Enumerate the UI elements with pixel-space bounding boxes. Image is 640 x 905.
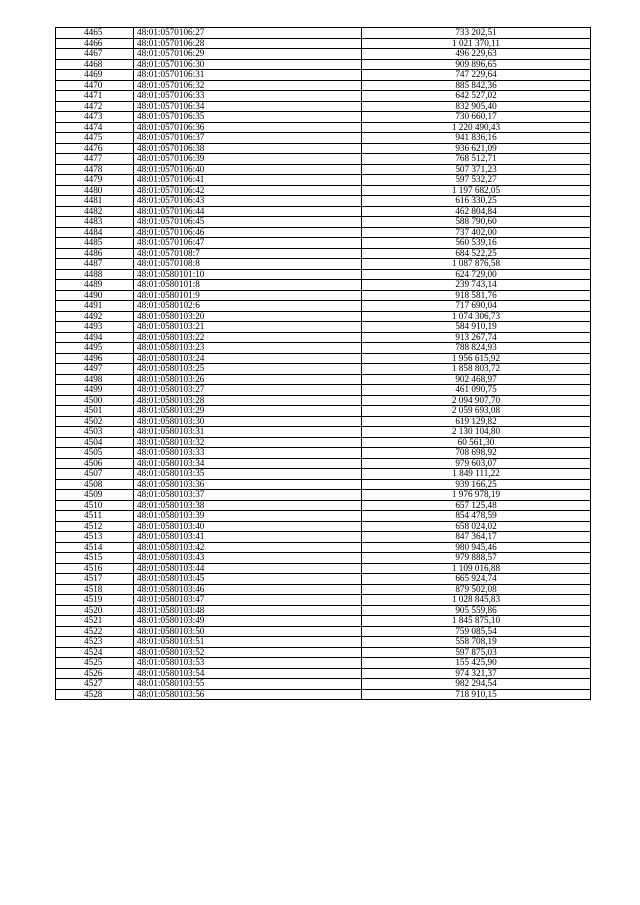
cadastral-value-cell: 1 087 876,58 <box>362 259 591 270</box>
table-body <box>56 28 591 700</box>
row-number-cell: 4523 <box>56 637 134 648</box>
cadastral-number-cell: 48:01:0570106:39 <box>134 154 362 165</box>
row-number-cell: 4495 <box>56 343 134 354</box>
row-number-cell: 4525 <box>56 658 134 669</box>
cadastral-value-cell: 657 125,48 <box>362 500 591 511</box>
cadastral-value-cell: 558 708,19 <box>362 637 591 648</box>
table-row <box>56 595 591 606</box>
table-row <box>56 196 591 207</box>
cadastral-value-cell: 597 532,27 <box>362 175 591 186</box>
table-row <box>56 28 591 39</box>
cadastral-value-cell: 658 024,02 <box>362 521 591 532</box>
cadastral-number-cell: 48:01:0580103:54 <box>134 668 362 679</box>
row-number-cell: 4504 <box>56 437 134 448</box>
cadastral-number-cell: 48:01:0570106:40 <box>134 164 362 175</box>
table-row <box>56 679 591 690</box>
cadastral-number-cell: 48:01:0570106:27 <box>134 28 362 39</box>
cadastral-value-cell: 980 945,46 <box>362 542 591 553</box>
cadastral-number-cell: 48:01:0570108:7 <box>134 248 362 259</box>
cadastral-value-cell: 1 849 111,22 <box>362 469 591 480</box>
cadastral-number-cell: 48:01:0580102:6 <box>134 301 362 312</box>
cadastral-value-cell: 624 729,00 <box>362 269 591 280</box>
table-row <box>56 616 591 627</box>
cadastral-value-cell: 597 875,03 <box>362 647 591 658</box>
row-number-cell: 4518 <box>56 584 134 595</box>
cadastral-value-cell: 905 559,86 <box>362 605 591 616</box>
row-number-cell: 4480 <box>56 185 134 196</box>
cadastral-number-cell: 48:01:0580103:56 <box>134 689 362 700</box>
cadastral-value-cell: 1 976 978,19 <box>362 490 591 501</box>
cadastral-number-cell: 48:01:0570106:46 <box>134 227 362 238</box>
table-row <box>56 469 591 480</box>
table-row <box>56 227 591 238</box>
row-number-cell: 4490 <box>56 290 134 301</box>
table-row <box>56 437 591 448</box>
cadastral-number-cell: 48:01:0580103:50 <box>134 626 362 637</box>
cadastral-number-cell: 48:01:0580103:32 <box>134 437 362 448</box>
cadastral-value-cell: 616 330,25 <box>362 196 591 207</box>
cadastral-number-cell: 48:01:0570106:38 <box>134 143 362 154</box>
table-row <box>56 689 591 700</box>
cadastral-value-cell: 560 539,16 <box>362 238 591 249</box>
row-number-cell: 4474 <box>56 122 134 133</box>
table-row <box>56 395 591 406</box>
cadastral-number-cell: 48:01:0570106:45 <box>134 217 362 228</box>
row-number-cell: 4497 <box>56 364 134 375</box>
cadastral-value-cell: 584 910,19 <box>362 322 591 333</box>
cadastral-number-cell: 48:01:0580103:37 <box>134 490 362 501</box>
table-row <box>56 322 591 333</box>
table-row <box>56 122 591 133</box>
row-number-cell: 4472 <box>56 101 134 112</box>
table-row <box>56 164 591 175</box>
row-number-cell: 4494 <box>56 332 134 343</box>
table-row <box>56 353 591 364</box>
cadastral-number-cell: 48:01:0570106:41 <box>134 175 362 186</box>
cadastral-number-cell: 48:01:0570106:28 <box>134 38 362 49</box>
cadastral-value-table <box>55 27 591 700</box>
table-row <box>56 269 591 280</box>
table-row <box>56 458 591 469</box>
table-row <box>56 133 591 144</box>
row-number-cell: 4469 <box>56 70 134 81</box>
row-number-cell: 4476 <box>56 143 134 154</box>
cadastral-value-cell: 619 129,82 <box>362 416 591 427</box>
cadastral-number-cell: 48:01:0580103:34 <box>134 458 362 469</box>
cadastral-number-cell: 48:01:0580103:38 <box>134 500 362 511</box>
table-row <box>56 206 591 217</box>
table-row <box>56 70 591 81</box>
row-number-cell: 4508 <box>56 479 134 490</box>
table-row <box>56 280 591 291</box>
table-row <box>56 101 591 112</box>
cadastral-number-cell: 48:01:0570106:30 <box>134 59 362 70</box>
cadastral-number-cell: 48:01:0580103:24 <box>134 353 362 364</box>
cadastral-number-cell: 48:01:0570106:34 <box>134 101 362 112</box>
cadastral-number-cell: 48:01:0580103:23 <box>134 343 362 354</box>
cadastral-number-cell: 48:01:0580103:39 <box>134 511 362 522</box>
row-number-cell: 4466 <box>56 38 134 49</box>
cadastral-number-cell: 48:01:0580103:29 <box>134 406 362 417</box>
cadastral-value-cell: 684 522,25 <box>362 248 591 259</box>
table-row <box>56 637 591 648</box>
row-number-cell: 4517 <box>56 574 134 585</box>
row-number-cell: 4501 <box>56 406 134 417</box>
table-row <box>56 521 591 532</box>
cadastral-value-cell: 737 402,00 <box>362 227 591 238</box>
cadastral-number-cell: 48:01:0580103:26 <box>134 374 362 385</box>
row-number-cell: 4527 <box>56 679 134 690</box>
cadastral-value-cell: 730 660,17 <box>362 112 591 123</box>
row-number-cell: 4485 <box>56 238 134 249</box>
row-number-cell: 4486 <box>56 248 134 259</box>
row-number-cell: 4475 <box>56 133 134 144</box>
row-number-cell: 4487 <box>56 259 134 270</box>
cadastral-value-cell: 155 425,90 <box>362 658 591 669</box>
table-row <box>56 448 591 459</box>
table-row <box>56 91 591 102</box>
cadastral-value-cell: 979 603,07 <box>362 458 591 469</box>
table-row <box>56 668 591 679</box>
cadastral-number-cell: 48:01:0580101:8 <box>134 280 362 291</box>
cadastral-value-cell: 60 561,30 <box>362 437 591 448</box>
cadastral-value-cell: 1 858 803,72 <box>362 364 591 375</box>
cadastral-number-cell: 48:01:0580103:40 <box>134 521 362 532</box>
cadastral-number-cell: 48:01:0580103:47 <box>134 595 362 606</box>
cadastral-number-cell: 48:01:0580101:9 <box>134 290 362 301</box>
row-number-cell: 4473 <box>56 112 134 123</box>
table-row <box>56 59 591 70</box>
row-number-cell: 4465 <box>56 28 134 39</box>
cadastral-value-cell: 462 804,84 <box>362 206 591 217</box>
table-row <box>56 38 591 49</box>
row-number-cell: 4484 <box>56 227 134 238</box>
table-row <box>56 385 591 396</box>
cadastral-value-cell: 461 090,75 <box>362 385 591 396</box>
table-row <box>56 374 591 385</box>
cadastral-number-cell: 48:01:0580103:33 <box>134 448 362 459</box>
table-row <box>56 154 591 165</box>
row-number-cell: 4488 <box>56 269 134 280</box>
row-number-cell: 4499 <box>56 385 134 396</box>
cadastral-value-cell: 1 074 306,73 <box>362 311 591 322</box>
cadastral-number-cell: 48:01:0570106:33 <box>134 91 362 102</box>
cadastral-value-cell: 909 896,65 <box>362 59 591 70</box>
table-row <box>56 416 591 427</box>
cadastral-value-cell: 642 527,02 <box>362 91 591 102</box>
cadastral-value-cell: 1 220 490,43 <box>362 122 591 133</box>
row-number-cell: 4502 <box>56 416 134 427</box>
cadastral-value-cell: 832 905,40 <box>362 101 591 112</box>
row-number-cell: 4512 <box>56 521 134 532</box>
row-number-cell: 4478 <box>56 164 134 175</box>
table-row <box>56 175 591 186</box>
table-row <box>56 584 591 595</box>
cadastral-number-cell: 48:01:0570106:47 <box>134 238 362 249</box>
cadastral-number-cell: 48:01:0580103:46 <box>134 584 362 595</box>
row-number-cell: 4493 <box>56 322 134 333</box>
row-number-cell: 4528 <box>56 689 134 700</box>
row-number-cell: 4481 <box>56 196 134 207</box>
table-row <box>56 563 591 574</box>
cadastral-number-cell: 48:01:0580103:27 <box>134 385 362 396</box>
cadastral-number-cell: 48:01:0580103:51 <box>134 637 362 648</box>
table-row <box>56 185 591 196</box>
cadastral-value-cell: 918 581,76 <box>362 290 591 301</box>
cadastral-value-cell: 496 229,63 <box>362 49 591 60</box>
cadastral-number-cell: 48:01:0580103:43 <box>134 553 362 564</box>
cadastral-value-cell: 718 910,15 <box>362 689 591 700</box>
cadastral-value-cell: 974 321,37 <box>362 668 591 679</box>
cadastral-number-cell: 48:01:0570106:43 <box>134 196 362 207</box>
row-number-cell: 4510 <box>56 500 134 511</box>
cadastral-value-cell: 759 085,54 <box>362 626 591 637</box>
row-number-cell: 4477 <box>56 154 134 165</box>
cadastral-value-cell: 982 294,54 <box>362 679 591 690</box>
row-number-cell: 4500 <box>56 395 134 406</box>
cadastral-value-cell: 768 512,71 <box>362 154 591 165</box>
table-row <box>56 490 591 501</box>
table-row <box>56 626 591 637</box>
table-row <box>56 259 591 270</box>
row-number-cell: 4511 <box>56 511 134 522</box>
cadastral-value-cell: 788 824,93 <box>362 343 591 354</box>
table-row <box>56 427 591 438</box>
row-number-cell: 4526 <box>56 668 134 679</box>
row-number-cell: 4506 <box>56 458 134 469</box>
table-row <box>56 248 591 259</box>
cadastral-number-cell: 48:01:0570106:35 <box>134 112 362 123</box>
cadastral-number-cell: 48:01:0580103:45 <box>134 574 362 585</box>
table-row <box>56 80 591 91</box>
cadastral-value-cell: 941 836,16 <box>362 133 591 144</box>
cadastral-value-cell: 2 059 693,08 <box>362 406 591 417</box>
table-row <box>56 574 591 585</box>
cadastral-number-cell: 48:01:0580101:10 <box>134 269 362 280</box>
table-row <box>56 500 591 511</box>
cadastral-number-cell: 48:01:0580103:36 <box>134 479 362 490</box>
cadastral-value-cell: 733 202,51 <box>362 28 591 39</box>
cadastral-number-cell: 48:01:0570106:37 <box>134 133 362 144</box>
row-number-cell: 4503 <box>56 427 134 438</box>
cadastral-value-cell: 854 478,59 <box>362 511 591 522</box>
table-row <box>56 364 591 375</box>
cadastral-number-cell: 48:01:0580103:35 <box>134 469 362 480</box>
cadastral-number-cell: 48:01:0580103:25 <box>134 364 362 375</box>
cadastral-number-cell: 48:01:0580103:20 <box>134 311 362 322</box>
table-row <box>56 238 591 249</box>
table-row <box>56 112 591 123</box>
cadastral-value-cell: 1 845 875,10 <box>362 616 591 627</box>
table-row <box>56 479 591 490</box>
cadastral-number-cell: 48:01:0570106:36 <box>134 122 362 133</box>
cadastral-number-cell: 48:01:0570106:31 <box>134 70 362 81</box>
row-number-cell: 4467 <box>56 49 134 60</box>
table-row <box>56 511 591 522</box>
row-number-cell: 4496 <box>56 353 134 364</box>
table-row <box>56 301 591 312</box>
cadastral-number-cell: 48:01:0570106:29 <box>134 49 362 60</box>
row-number-cell: 4516 <box>56 563 134 574</box>
row-number-cell: 4491 <box>56 301 134 312</box>
cadastral-number-cell: 48:01:0580103:44 <box>134 563 362 574</box>
table-row <box>56 311 591 322</box>
table-row <box>56 332 591 343</box>
cadastral-number-cell: 48:01:0570108:8 <box>134 259 362 270</box>
cadastral-value-cell: 2 130 104,80 <box>362 427 591 438</box>
cadastral-value-cell: 939 166,25 <box>362 479 591 490</box>
table-row <box>56 532 591 543</box>
row-number-cell: 4519 <box>56 595 134 606</box>
cadastral-value-cell: 507 371,23 <box>362 164 591 175</box>
cadastral-number-cell: 48:01:0570106:44 <box>134 206 362 217</box>
cadastral-value-cell: 879 502,08 <box>362 584 591 595</box>
cadastral-number-cell: 48:01:0570106:42 <box>134 185 362 196</box>
row-number-cell: 4505 <box>56 448 134 459</box>
table-row <box>56 553 591 564</box>
row-number-cell: 4522 <box>56 626 134 637</box>
table-row <box>56 542 591 553</box>
cadastral-number-cell: 48:01:0580103:52 <box>134 647 362 658</box>
row-number-cell: 4479 <box>56 175 134 186</box>
row-number-cell: 4520 <box>56 605 134 616</box>
cadastral-value-cell: 936 621,09 <box>362 143 591 154</box>
cadastral-number-cell: 48:01:0580103:22 <box>134 332 362 343</box>
table-row <box>56 49 591 60</box>
row-number-cell: 4524 <box>56 647 134 658</box>
row-number-cell: 4470 <box>56 80 134 91</box>
row-number-cell: 4468 <box>56 59 134 70</box>
table-row <box>56 647 591 658</box>
cadastral-value-cell: 239 743,14 <box>362 280 591 291</box>
cadastral-number-cell: 48:01:0580103:55 <box>134 679 362 690</box>
row-number-cell: 4498 <box>56 374 134 385</box>
table-row <box>56 217 591 228</box>
cadastral-value-cell: 1 021 370,11 <box>362 38 591 49</box>
cadastral-value-cell: 708 698,92 <box>362 448 591 459</box>
row-number-cell: 4513 <box>56 532 134 543</box>
row-number-cell: 4521 <box>56 616 134 627</box>
table-row <box>56 290 591 301</box>
cadastral-value-cell: 885 842,36 <box>362 80 591 91</box>
row-number-cell: 4515 <box>56 553 134 564</box>
row-number-cell: 4507 <box>56 469 134 480</box>
cadastral-value-cell: 665 924,74 <box>362 574 591 585</box>
row-number-cell: 4483 <box>56 217 134 228</box>
cadastral-number-cell: 48:01:0570106:32 <box>134 80 362 91</box>
cadastral-value-cell: 1 956 615,92 <box>362 353 591 364</box>
table-row <box>56 143 591 154</box>
cadastral-value-cell: 913 267,74 <box>362 332 591 343</box>
cadastral-value-cell: 902 468,97 <box>362 374 591 385</box>
cadastral-value-cell: 747 229,64 <box>362 70 591 81</box>
table-row <box>56 343 591 354</box>
row-number-cell: 4509 <box>56 490 134 501</box>
table-row <box>56 658 591 669</box>
row-number-cell: 4482 <box>56 206 134 217</box>
cadastral-number-cell: 48:01:0580103:49 <box>134 616 362 627</box>
cadastral-value-cell: 1 109 016,88 <box>362 563 591 574</box>
cadastral-number-cell: 48:01:0580103:53 <box>134 658 362 669</box>
cadastral-value-cell: 979 888,57 <box>362 553 591 564</box>
row-number-cell: 4489 <box>56 280 134 291</box>
cadastral-value-cell: 588 790,60 <box>362 217 591 228</box>
cadastral-value-cell: 847 364,17 <box>362 532 591 543</box>
cadastral-number-cell: 48:01:0580103:30 <box>134 416 362 427</box>
table-row <box>56 406 591 417</box>
row-number-cell: 4471 <box>56 91 134 102</box>
table-row <box>56 605 591 616</box>
cadastral-number-cell: 48:01:0580103:42 <box>134 542 362 553</box>
cadastral-number-cell: 48:01:0580103:41 <box>134 532 362 543</box>
row-number-cell: 4514 <box>56 542 134 553</box>
cadastral-value-cell: 2 094 907,70 <box>362 395 591 406</box>
cadastral-number-cell: 48:01:0580103:31 <box>134 427 362 438</box>
cadastral-value-cell: 1 028 845,83 <box>362 595 591 606</box>
cadastral-number-cell: 48:01:0580103:48 <box>134 605 362 616</box>
row-number-cell: 4492 <box>56 311 134 322</box>
cadastral-number-cell: 48:01:0580103:28 <box>134 395 362 406</box>
cadastral-number-cell: 48:01:0580103:21 <box>134 322 362 333</box>
cadastral-value-cell: 1 197 682,05 <box>362 185 591 196</box>
cadastral-value-cell: 717 690,04 <box>362 301 591 312</box>
